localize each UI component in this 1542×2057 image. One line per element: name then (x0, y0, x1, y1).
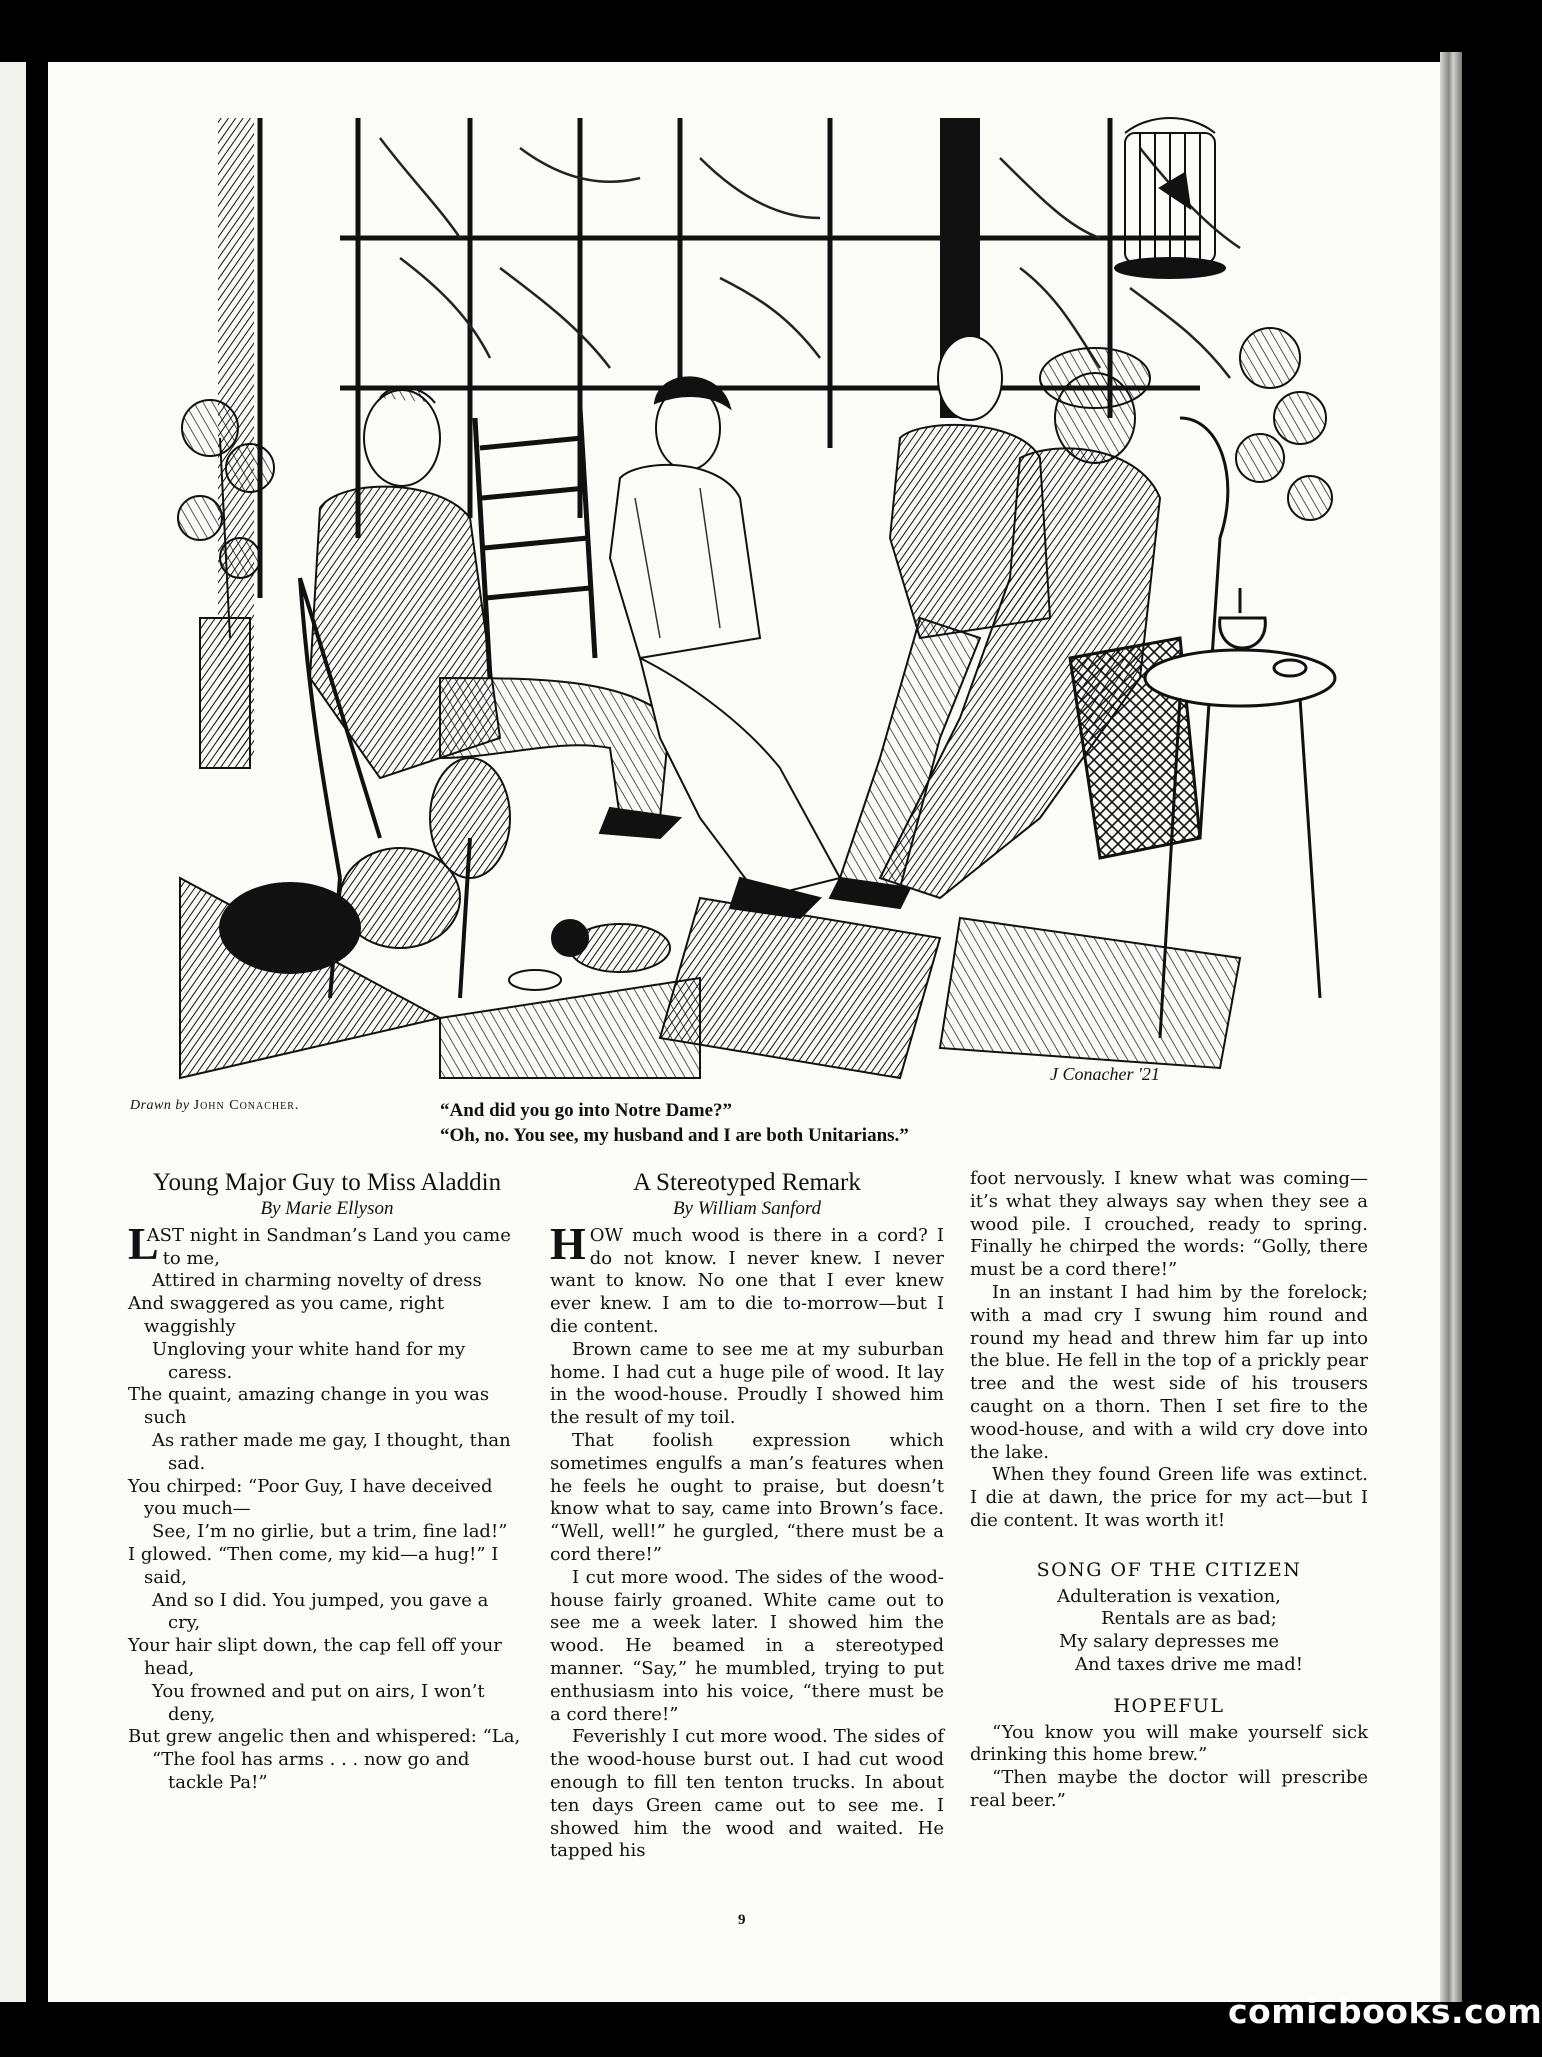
poem-line: Attired in charming novelty of dress (152, 1270, 482, 1292)
paragraph: When they found Green life was extinct. I die at dawn, the price for my act—but I die content. It was worth it! (970, 1464, 1368, 1531)
poem-line: And so I did. You jumped, you gave a cry, (152, 1589, 489, 1634)
poem-line: As rather made me gay, I thought, than sad. (152, 1429, 511, 1474)
song-title: SONG OF THE CITIZEN (1036, 1558, 1302, 1581)
poem-line: You frowned and put on airs, I won’t deny, (152, 1680, 485, 1725)
page-stack-edge (1440, 52, 1462, 2002)
caption-line-2: “Oh, no. You see, my husband and I are both Unitarians.” (440, 1125, 909, 1146)
caption-line-1: “And did you go into Notre Dame?” (440, 1100, 733, 1121)
poem-line: Your hair slipt down, the cap fell off your head, (128, 1635, 502, 1679)
article-byline: By Marie Ellyson (260, 1198, 394, 1219)
poem-line: And swaggered as you came, right waggishly (128, 1293, 445, 1337)
poem-line: But grew angelic then and whispered: “La, (128, 1726, 521, 1748)
poem-line: The quaint, amazing change in you was such (128, 1384, 490, 1429)
column-3 (970, 1168, 1368, 1813)
article-byline: By William Sanford (672, 1198, 822, 1219)
poem-line: See, I’m no girlie, but a trim, fine lad!” (152, 1521, 508, 1543)
poem-line: AST night in Sandman’s Land you came to me, (146, 1224, 511, 1269)
credit-prefix: Drawn by (130, 1098, 190, 1113)
song-line: Rentals are as bad; (1101, 1608, 1277, 1630)
illustration-caption (440, 1098, 909, 1148)
watermark: comicbooks.com (1228, 1992, 1542, 2031)
column-1 (128, 1168, 526, 1795)
paragraph: I cut more wood. The sides of the wood-house fairly groaned. White came out to see me a week later. I showed him the wood. He beamed in a stereotyped manner. “Say,” he mumbled, trying to put enthusiasm into his voice, “there must be a cord there!” (550, 1566, 944, 1725)
song-line: And taxes drive me mad! (1075, 1653, 1303, 1675)
article-title: A Stereotyped Remark (633, 1169, 861, 1196)
paragraph-text: OW much wood is there in a cord? I do not know. I never knew. I never want to know. No one that I ever knew ever knew. I am to die to-morrow—but I die content. (550, 1224, 944, 1337)
page-number: 9 (738, 1912, 746, 1928)
paragraph: In an instant I had him by the forelock; with a mad cry I swung him round and round my head and threw him far up into the blue. He fell in the top of a prickly pear tree and the west side of his trousers caught on a thorn. Then I set fire to the wood-house, and with a wild cry dove into the lake. (970, 1281, 1368, 1463)
poem-line: I glowed. “Then come, my kid—a hug!” I said, (128, 1543, 499, 1588)
paragraph: That foolish expression which sometimes engulfs a man’s features when he feels he ought to praise, but doesn’t know what to say, came into Brown’s face. “Well, well!” he gurgled, “there must be a cord there!” (550, 1429, 944, 1565)
song-body (970, 1586, 1368, 1677)
poem-line: You chirped: “Poor Guy, I have deceived you much— (128, 1475, 493, 1520)
paragraph: foot nervously. I knew what was coming—it’s what they always say when they see a wood pile. I crouched, ready to spring. Finally he chirped the words: “Golly, there must be a cord there!” (970, 1168, 1368, 1281)
poem-body (128, 1217, 526, 1795)
facing-page-edge (0, 62, 26, 2002)
article-title: Young Major Guy to Miss Aladdin (152, 1169, 502, 1196)
drop-cap: L (128, 1217, 159, 1269)
paragraph: “You know you will make yourself sick drinking this home brew.” (970, 1721, 1368, 1766)
paragraph: Feverishly I cut more wood. The sides of the wood-house burst out. I had cut wood enough to fill ten tenton trucks. In about ten days Green came out to see me. I showed him the wood and waited. He tapped his (550, 1726, 944, 1862)
song-line: My salary depresses me (1058, 1631, 1280, 1653)
credit-name: John Conacher. (193, 1098, 300, 1113)
poem-line: “The fool has arms . . . now go and tackle Pa!” (152, 1749, 470, 1793)
column-2 (550, 1168, 944, 1863)
drop-cap: H (550, 1217, 586, 1269)
hopeful-title: HOPEFUL (1113, 1694, 1225, 1717)
paragraph: Brown came to see me at my suburban home. I had cut a huge pile of wood. It lay in the wood-house. Proudly I showed him the result of my toil. (550, 1338, 944, 1429)
song-line: Adulteration is vexation, (1057, 1585, 1281, 1607)
illustration-credit (130, 1098, 299, 1114)
illustration-sunroom (140, 118, 1338, 1088)
paragraph (550, 1217, 944, 1339)
artist-signature: J Conacher '21 (1050, 1064, 1160, 1084)
poem-line: Ungloving your white hand for my caress. (152, 1338, 466, 1383)
paragraph: “Then maybe the doctor will prescribe real beer.” (970, 1767, 1368, 1811)
